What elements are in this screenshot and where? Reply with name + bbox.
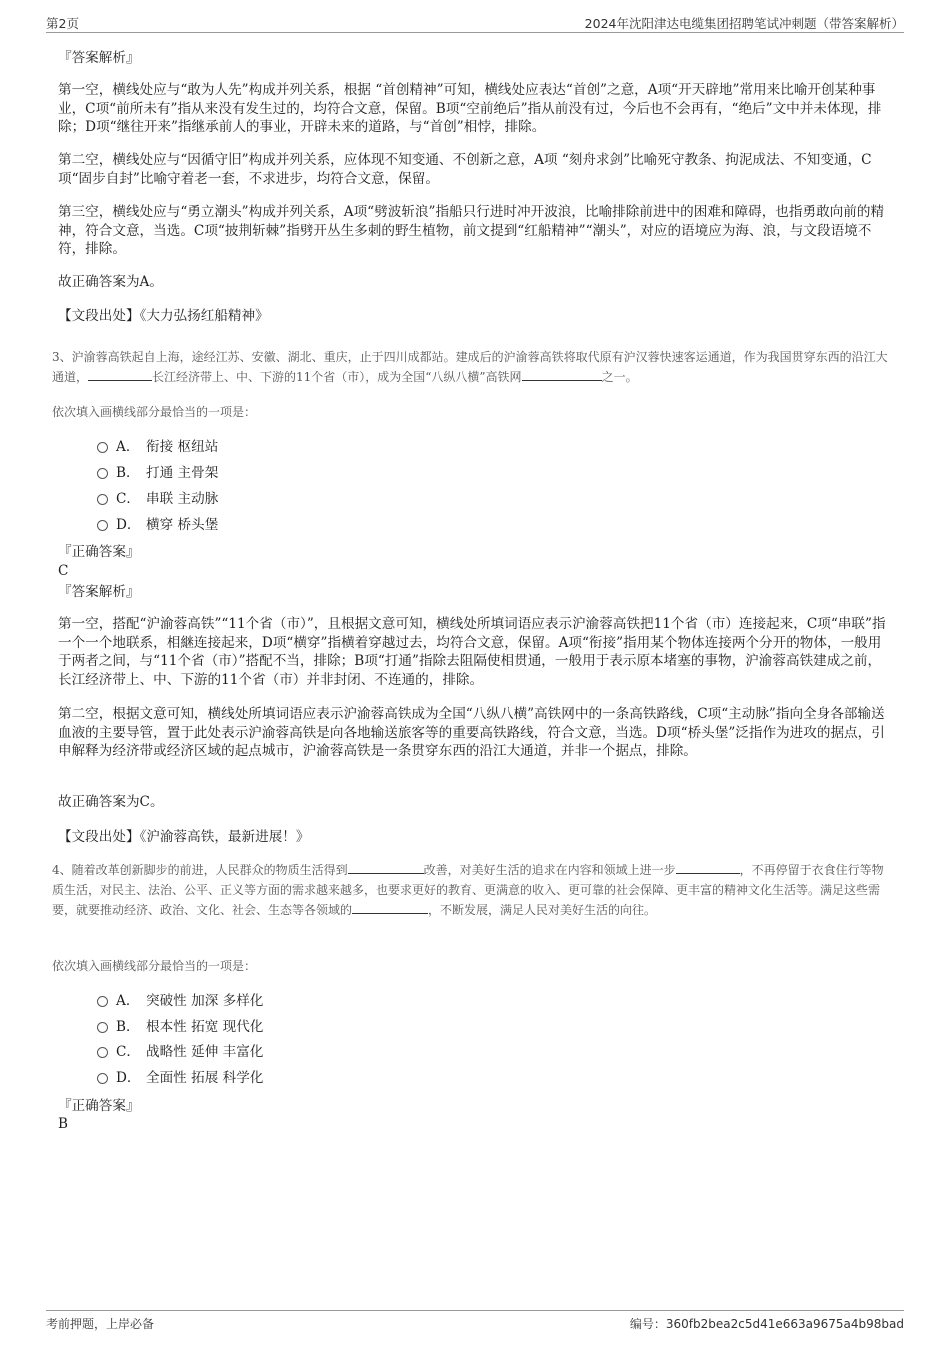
option-letter: B． <box>116 1019 140 1035</box>
q3-option-c[interactable] <box>97 489 218 509</box>
page-number: 第2页 <box>46 16 79 31</box>
option-letter: B． <box>116 465 140 481</box>
option-text: 衔接 枢纽站 <box>146 439 219 455</box>
option-text: 全面性 拓展 科学化 <box>146 1070 264 1086</box>
q4-stem-part: 改善，对美好生活的追求在内容和领域上进一步 <box>423 863 676 877</box>
q3-conclusion: 故正确答案为C。 <box>58 794 164 810</box>
radio-icon[interactable] <box>97 1022 108 1033</box>
q2-source: 【文段出处】《大力弘扬红船精神》 <box>58 308 269 324</box>
q4-option-c[interactable] <box>97 1042 263 1062</box>
q3-answer-label: 『正确答案』 <box>58 544 140 560</box>
q4-prompt: 依次填入画横线部分最恰当的一项是： <box>52 959 257 973</box>
q3-stem-part: 长江经济带上、中、下游的11个省（市），成为全国“八纵八横”高铁网 <box>152 370 522 384</box>
q4-blank-1[interactable] <box>348 861 424 874</box>
page-footer <box>46 1310 904 1331</box>
radio-icon[interactable] <box>97 1047 108 1058</box>
q4-stem <box>52 860 894 920</box>
q3-analysis-p1: 第一空，搭配“沪渝蓉高铁”“11个省（市）”，且根据文意可知，横线处所填词语应表示沪渝蓉高铁把11个省（市）连接起来，C项“串联”指一个一个地联系，相継连接起来，D项“横穿”指横着穿越过去，均符合文意，保留。A项“衔接”指用某个物体连接两个分开的物体，一般用于两者之间，与“11个省（市）”搭配不当，排除；B项“打通”指除去阻隔使相贯通，一般用于表示原本堵塞的事物，沪渝蓉高铁建成之前，长江经济带上、中、下游的11个省（市）并非封闭、不连通的，排除。 <box>58 616 886 688</box>
q4-blank-3[interactable] <box>352 901 428 914</box>
q4-option-d[interactable] <box>97 1068 263 1088</box>
q2-conclusion: 故正确答案为A。 <box>58 274 163 290</box>
q3-option-d[interactable] <box>97 515 218 535</box>
document-title: 2024年沈阳津达电缆集团招聘笔试冲刺题（带答案解析） <box>584 16 904 31</box>
q3-blank-1[interactable] <box>88 368 152 381</box>
q4-answer-label: 『正确答案』 <box>58 1098 140 1114</box>
document-code <box>630 1315 904 1332</box>
code-label: 编号： <box>629 1317 666 1331</box>
q2-analysis-p2: 第二空，横线处应与“因循守旧”构成并列关系，应体现不知变通、不创新之意，A项 “刻舟求剑”比喻死守教条、拘泥成法、不知变通，C项“固步自封”比喻守着老一套，不求进步，均符合文意，保留。 <box>58 152 872 187</box>
option-letter: C． <box>116 1044 140 1060</box>
q3-option-b[interactable] <box>97 463 218 483</box>
option-letter: A． <box>116 439 140 455</box>
q4-answer: B <box>58 1116 68 1132</box>
option-text: 战略性 延伸 丰富化 <box>146 1044 264 1060</box>
page-header <box>46 14 904 33</box>
option-letter: D． <box>116 517 141 533</box>
radio-icon[interactable] <box>97 494 108 505</box>
q3-source: 【文段出处】《沪渝蓉高铁，最新进展！》 <box>58 829 310 845</box>
option-text: 打通 主骨架 <box>146 465 219 481</box>
option-text: 横穿 桥头堡 <box>146 517 219 533</box>
q2-analysis-label: 『答案解析』 <box>58 50 140 66</box>
radio-icon[interactable] <box>97 468 108 479</box>
q4-stem-part: 4、随着改革创新脚步的前进，人民群众的物质生活得到 <box>52 863 348 877</box>
q3-option-a[interactable] <box>97 437 218 457</box>
q4-stem-part: ，不再停留于衣食住行等物质生活，对民主、法治、公平、正义等方面的需求越来越多，也要求更好的教育、更满意的收入、更可靠的社会保障、更丰富的精神文化生活等。满足这些需要，就要推动经济、政治、文化、社会、生态等各领域的 <box>52 863 884 917</box>
q2-analysis-p1: 第一空，横线处应与“敢为人先”构成并列关系，根据 “首创精神”可知，横线处应表达“首创”之意，A项“开天辟地”常用来比喻开创某种事业，C项“前所未有”指从来没有发生过的，均符合文意，保留。B项“空前绝后”指从前没有过，今后也不会再有，“绝后”文中并未体现，排除；D项“继往开来”指继承前人的事业，开辟未来的道路，与“首创”相悖，排除。 <box>58 82 882 135</box>
option-text: 突破性 加深 多样化 <box>146 993 264 1009</box>
q3-blank-2[interactable] <box>522 368 602 381</box>
q3-analysis-label: 『答案解析』 <box>58 584 140 600</box>
q3-stem-part: 之一。 <box>601 370 638 384</box>
q3-prompt: 依次填入画横线部分最恰当的一项是： <box>52 405 257 419</box>
q3-analysis-p2: 第二空，根据文意可知，横线处所填词语应表示沪渝蓉高铁成为全国“八纵八横”高铁网中的一条高铁路线，C项“主动脉”指向全身各部输送血液的主要导管，置于此处表示沪渝蓉高铁是向各地输送旅客等的重要高铁路线，符合文意，当选。D项“桥头堡”泛指作为进攻的据点，引申解释为经济带或经济区域的起点城市，沪渝蓉高铁是一条贯穿东西的沿江大通道，并非一个据点，排除。 <box>58 706 885 759</box>
q4-blank-2[interactable] <box>676 861 740 874</box>
radio-icon[interactable] <box>97 1073 108 1084</box>
radio-icon[interactable] <box>97 996 108 1007</box>
q3-stem <box>52 347 894 387</box>
option-text: 串联 主动脉 <box>146 491 219 507</box>
radio-icon[interactable] <box>97 442 108 453</box>
q3-answer: C <box>58 563 69 579</box>
option-letter: D． <box>116 1070 141 1086</box>
footer-slogan: 考前押题，上岸必备 <box>46 1317 155 1331</box>
option-letter: A． <box>116 993 140 1009</box>
radio-icon[interactable] <box>97 520 108 531</box>
q4-option-a[interactable] <box>97 991 263 1011</box>
q2-analysis-p3: 第三空，横线处应与“勇立潮头”构成并列关系，A项“劈波斩浪”指船只行进时冲开波浪，比喻排除前进中的困难和障碍，也指勇敢向前的精神，符合文意，当选。C项“披荆斩棘”指劈开丛生多刺的野生植物，前文提到“红船精神”“潮头”，对应的语境应为海、浪，与文段语境不符，排除。 <box>58 204 885 257</box>
option-letter: C． <box>116 491 140 507</box>
q3-stem-part: 3、沪渝蓉高铁起自上海，途经江苏、安徽、湖北、重庆，止于四川成都站。建成后的沪渝蓉高铁将取代原有沪汉蓉快速客运通道，作为我国贯穿东西的沿江大通道， <box>52 350 888 384</box>
q4-stem-part: ，不断发展，满足人民对美好生活的向往。 <box>428 903 657 917</box>
q4-option-b[interactable] <box>97 1017 263 1037</box>
code-value: 360fb2bea2c5d41e663a9675a4b98bad <box>665 1317 904 1331</box>
option-text: 根本性 拓宽 现代化 <box>146 1019 264 1035</box>
